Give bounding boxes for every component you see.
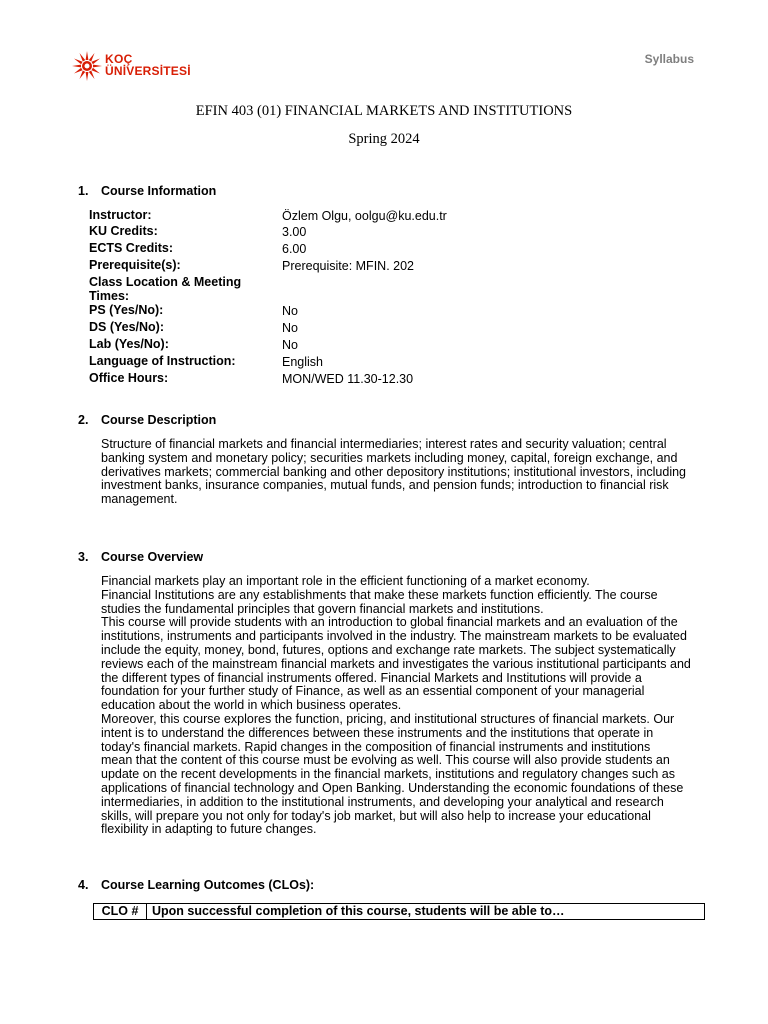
logo-wordmark: [105, 53, 191, 77]
lab-value: No: [282, 338, 298, 352]
ps-label: PS (Yes/No):: [89, 303, 164, 317]
office-hours-label: Office Hours:: [89, 371, 169, 385]
overview-line: This course will provide students with an introduction to global financial markets and an evaluation of the: [101, 615, 678, 630]
overview-line: update on the recent developments in the financial markets, institutions and regulatory changes such as: [101, 767, 675, 782]
section-heading-course-overview: [78, 550, 203, 564]
overview-line: institutions, instruments and participants involved in the industry. The mainstream markets to be evaluated: [101, 629, 687, 644]
lab-label: Lab (Yes/No):: [89, 337, 169, 351]
overview-line: applications of financial technology and Open Banking. Understanding the economic foundations of these: [101, 780, 684, 795]
section-heading-course-description: [78, 413, 216, 427]
overview-line: foundation for your further study of Finance, as well as an essential component of your managerial: [101, 684, 645, 699]
overview-line: Financial Institutions are any establishments that make these markets function efficiently. The course: [101, 587, 658, 602]
overview-line: flexibility in adapting to future changes.: [101, 822, 317, 837]
overview-line: reviews each of the mainstream financial markets and investigates the various institutional participants and: [101, 656, 691, 671]
ps-value: No: [282, 304, 298, 318]
doc-type-label: Syllabus: [644, 52, 694, 66]
overview-line: the different types of financial instruments offered. Financial Markets and Institutions will provide a: [101, 670, 642, 685]
ku-credits-label: KU Credits:: [89, 224, 158, 238]
section-number: 4.: [78, 878, 89, 892]
ds-value: No: [282, 321, 298, 335]
clo-table-header: [93, 903, 705, 920]
location-label-line1: Class Location & Meeting: [89, 275, 242, 289]
koc-university-logo: [71, 50, 211, 82]
description-line: management.: [101, 492, 178, 507]
overview-line: include the equity, money, bond, futures, options and exchange rate markets. The subject systematically: [101, 642, 676, 657]
section-title: Course Overview: [101, 550, 204, 564]
location-label-line2: Times:: [89, 289, 130, 303]
section-title: Course Information: [101, 184, 217, 198]
prerequisite-value: Prerequisite: MFIN. 202: [282, 259, 414, 273]
overview-line: Financial markets play an important role in the efficient functioning of a market economy.: [101, 574, 590, 588]
description-line: derivatives markets; commercial banking and other depository institutions; institutional investors, including: [101, 464, 687, 479]
instructor-value: Özlem Olgu, oolgu@ku.edu.tr: [282, 209, 447, 223]
section-number: 1.: [78, 184, 89, 198]
clo-number-header: CLO #: [94, 904, 147, 919]
language-value: English: [282, 355, 323, 369]
overview-line: today's financial markets. Rapid changes in the composition of financial instruments and institutions: [101, 739, 651, 754]
section-number: 3.: [78, 550, 89, 564]
course-overview-text: [101, 575, 707, 837]
clo-outcome-header: Upon successful completion of this course, students will be able to…: [152, 904, 565, 918]
section-heading-clos: [78, 878, 314, 892]
description-line: Structure of financial markets and financial intermediaries; interest rates and security valuation; central: [101, 437, 667, 451]
section-number: 2.: [78, 413, 89, 427]
section-heading-course-information: [78, 184, 216, 198]
prerequisite-label: Prerequisite(s):: [89, 258, 181, 272]
overview-line: Moreover, this course explores the function, pricing, and institutional structures of financial markets. Our: [101, 711, 675, 726]
overview-line: education about the world in which business operates.: [101, 698, 402, 713]
course-title: EFIN 403 (01) FINANCIAL MARKETS AND INSTITUTIONS: [195, 103, 573, 119]
language-label: Language of Instruction:: [89, 354, 236, 368]
section-title: Course Learning Outcomes (CLOs):: [101, 878, 315, 892]
logo-line-2: ÜNİVERSİTESİ: [105, 64, 191, 78]
overview-line: skills, will prepare you not only for today's job market, but will also help to increase your educational: [101, 808, 651, 823]
course-term: Spring 2024: [348, 131, 420, 147]
ects-value: 6.00: [282, 242, 307, 256]
ds-label: DS (Yes/No):: [89, 320, 165, 334]
description-line: banking system and monetary policy; securities markets including money, capital, foreign exchange, and: [101, 450, 678, 465]
overview-line: mean that the content of this course must be evolving as well. This course will also provide students an: [101, 753, 670, 768]
description-line: investment banks, insurance companies, mutual funds, and pension funds; introduction to financial risk: [101, 478, 669, 493]
ects-label: ECTS Credits:: [89, 241, 174, 255]
overview-line: intent is to understand the differences between these instruments and the institutions that operate in: [101, 725, 654, 740]
koc-emblem-icon: [71, 50, 103, 82]
overview-line: intermediaries, in addition to the institutional instruments, and developing your analytical and research: [101, 794, 664, 809]
course-description-text: [101, 438, 707, 507]
ku-credits-value: 3.00: [282, 225, 307, 239]
instructor-label: Instructor:: [89, 208, 152, 222]
logo-line-1: KOÇ: [105, 52, 133, 66]
office-hours-value: MON/WED 11.30-12.30: [282, 372, 414, 386]
section-title: Course Description: [101, 413, 217, 427]
overview-line: studies the fundamental principles that govern financial markets and institutions.: [101, 601, 544, 616]
